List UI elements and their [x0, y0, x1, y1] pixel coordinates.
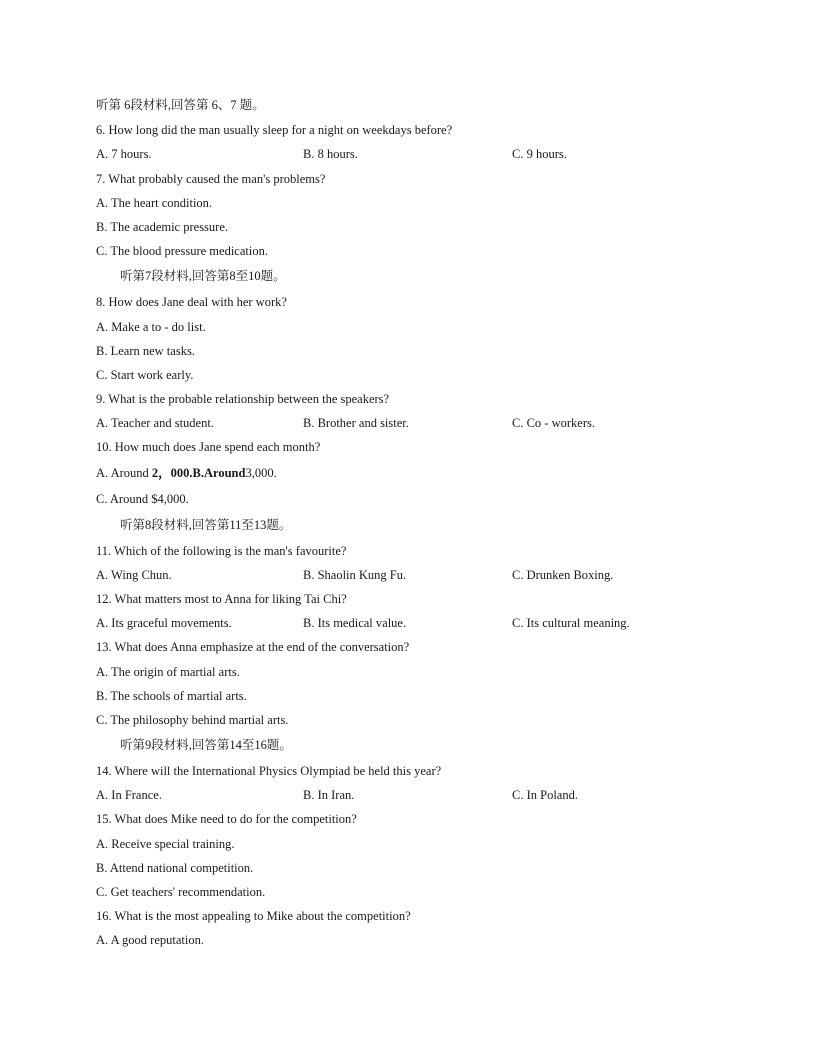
question-12: 12. What matters most to Anna for liking Tai Chi? — [96, 592, 347, 606]
question-15: 15. What does Mike need to do for the competition? — [96, 812, 357, 826]
option-7c: C. The blood pressure medication. — [96, 244, 268, 258]
option-8a: A. Make a to - do list. — [96, 320, 206, 334]
question-16: 16. What is the most appealing to Mike about the competition? — [96, 909, 411, 923]
question-14-options — [96, 785, 726, 805]
option-11c: C. Drunken Boxing. — [512, 568, 614, 582]
question-12-options — [96, 613, 726, 633]
option-12b: B. Its medical value. — [303, 616, 407, 630]
option-14b: B. In Iran. — [303, 788, 355, 802]
option-7b: B. The academic pressure. — [96, 220, 229, 234]
question-13: 13. What does Anna emphasize at the end of the conversation? — [96, 640, 410, 654]
option-6b: B. 8 hours. — [303, 147, 358, 161]
question-9: 9. What is the probable relationship between the speakers? — [96, 392, 390, 406]
option-11a: A. Wing Chun. — [96, 568, 172, 582]
option-11b: B. Shaolin Kung Fu. — [303, 568, 407, 582]
question-11: 11. Which of the following is the man's favourite? — [96, 544, 347, 558]
option-13c: C. The philosophy behind martial arts. — [96, 713, 289, 727]
option-13a: A. The origin of martial arts. — [96, 665, 240, 679]
option-12c: C. Its cultural meaning. — [512, 616, 630, 630]
option-15b: B. Attend national competition. — [96, 861, 254, 875]
option-10a-bold: 2，000.B.Around — [151, 466, 246, 480]
option-12a: A. Its graceful movements. — [96, 616, 232, 630]
option-9b: B. Brother and sister. — [303, 416, 409, 430]
question-9-options — [96, 413, 726, 433]
option-9c: C. Co - workers. — [512, 416, 595, 430]
question-11-options — [96, 565, 726, 585]
question-7: 7. What probably caused the man's problems? — [96, 172, 326, 186]
option-14a: A. In France. — [96, 788, 162, 802]
option-8c: C. Start work early. — [96, 368, 194, 382]
section-8-heading: 听第8段材料,回答第11至13题。 — [120, 518, 292, 532]
option-10a-prefix: A. Around — [96, 466, 152, 480]
question-14: 14. Where will the International Physics Olympiad be held this year? — [96, 764, 442, 778]
section-6-heading: 听第 6段材料,回答第 6、7 题。 — [96, 98, 265, 112]
option-13b: B. The schools of martial arts. — [96, 689, 247, 703]
option-15a: A. Receive special training. — [96, 837, 235, 851]
question-6-options — [96, 144, 726, 164]
option-15c: C. Get teachers' recommendation. — [96, 885, 266, 899]
question-8: 8. How does Jane deal with her work? — [96, 295, 287, 309]
option-10a-10b — [96, 463, 726, 483]
option-16a: A. A good reputation. — [96, 933, 204, 947]
option-10b-suffix: 3,000. — [245, 466, 277, 480]
option-6c: C. 9 hours. — [512, 147, 567, 161]
section-7-heading: 听第7段材料,回答第8至10题。 — [120, 269, 286, 283]
option-14c: C. In Poland. — [512, 788, 578, 802]
question-10: 10. How much does Jane spend each month? — [96, 440, 321, 454]
option-6a: A. 7 hours. — [96, 147, 152, 161]
section-9-heading: 听第9段材料,回答第14至16题。 — [120, 738, 292, 752]
question-6: 6. How long did the man usually sleep for a night on weekdays before? — [96, 123, 453, 137]
option-8b: B. Learn new tasks. — [96, 344, 195, 358]
option-9a: A. Teacher and student. — [96, 416, 214, 430]
option-7a: A. The heart condition. — [96, 196, 213, 210]
option-10c: C. Around $4,000. — [96, 492, 189, 506]
